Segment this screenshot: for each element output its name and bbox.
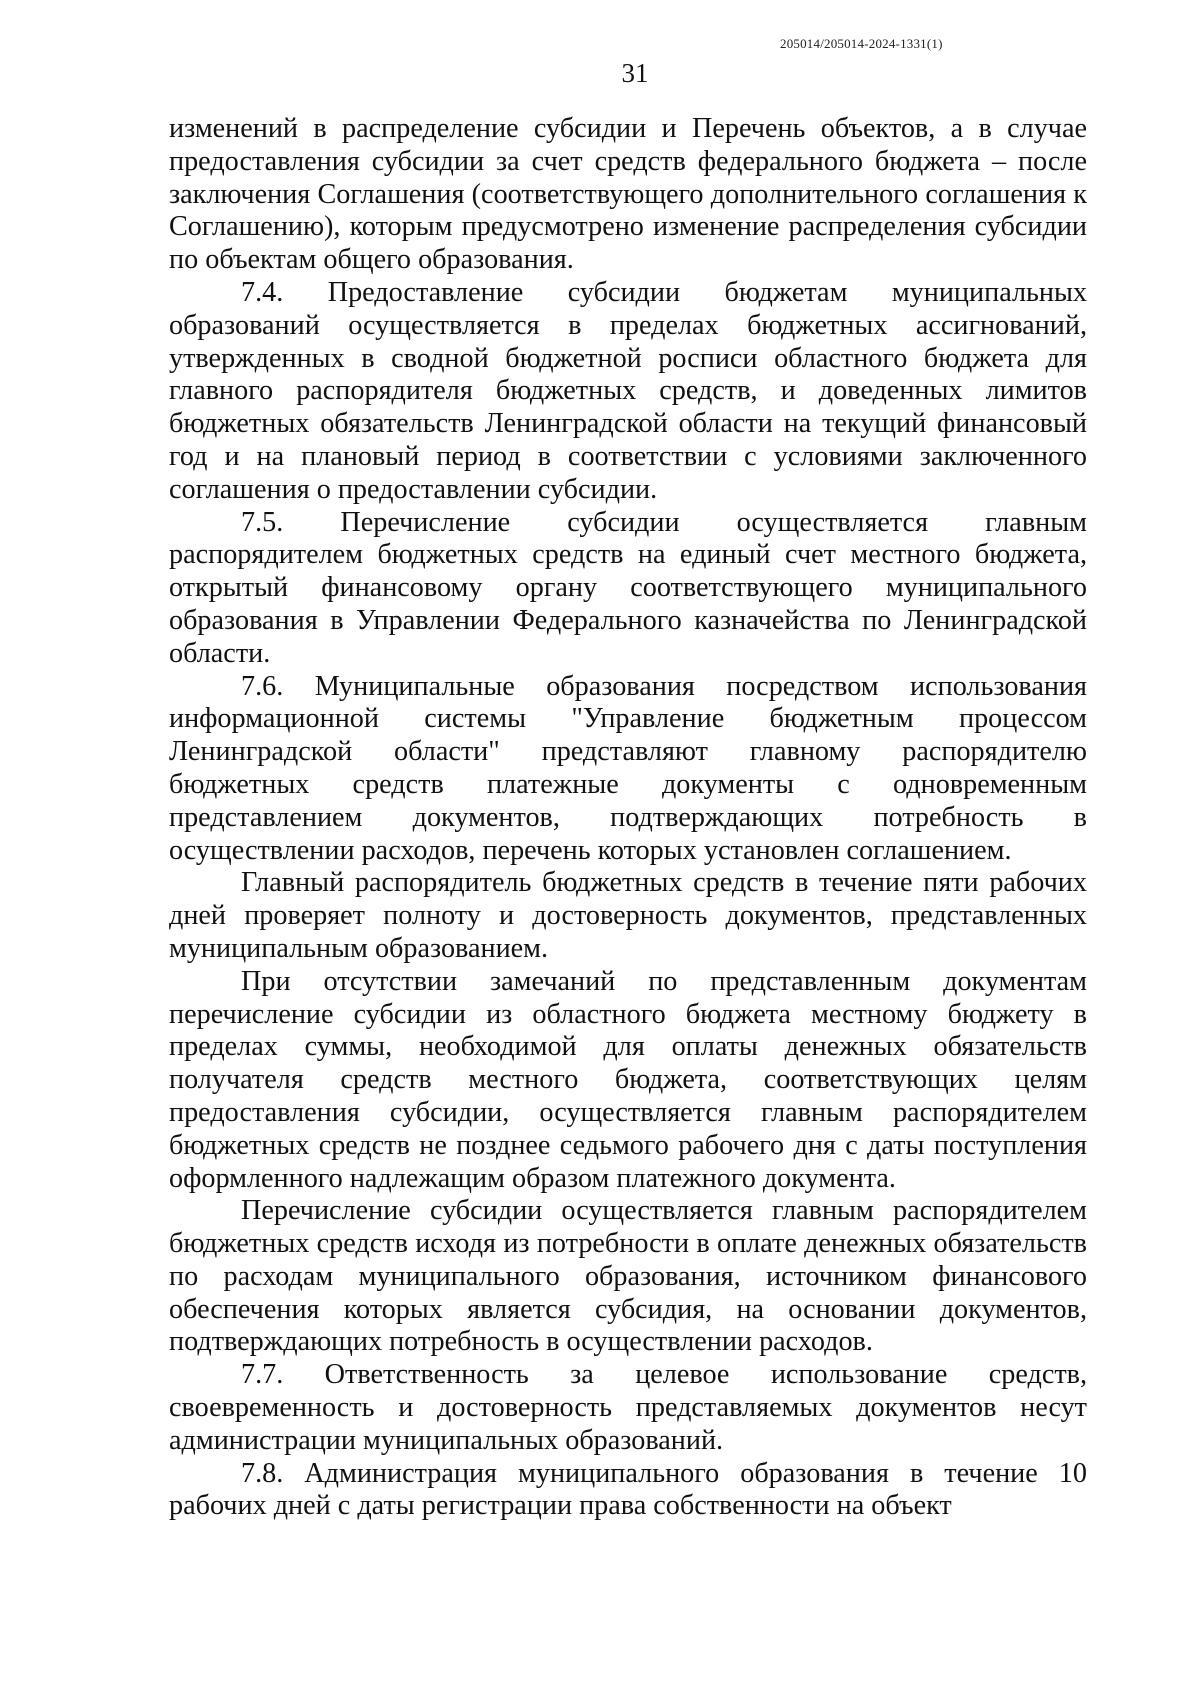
paragraph-continuation: изменений в распределение субсидии и Перечень объектов, а в случае предоставления субсидии за счет средств федерального бюджета – после заключения Соглашения (соответствующего дополнительного соглашения к Соглашению), которым предусмотрено изменение распределения субсидии по объектам общего образования. <box>169 113 1087 276</box>
page-number: 31 <box>621 58 649 88</box>
paragraph-7-7: 7.7. Ответственность за целевое использование средств, своевременность и достоверность представляемых документов несут администрации муниципальных образований. <box>169 1359 1087 1456</box>
paragraph-7-6-transfer-basis: Перечисление субсидии осуществляется главным распорядителем бюджетных средств исходя из потребности в оплате денежных обязательств по расходам муниципального образования, источником финансового обеспечения которых является субсидия, на основании документов, подтверждающих потребность в осуществлении расходов. <box>169 1195 1087 1358</box>
paragraph-7-4: 7.4. Предоставление субсидии бюджетам муниципальных образований осуществляется в пределах бюджетных ассигнований, утвержденных в сводной бюджетной росписи областного бюджета для главного распорядителя бюджетных средств, и доведенных лимитов бюджетных обязательств Ленинградской области на текущий финансовый год и на плановый период в соответствии с условиями заключенного соглашения о предоставлении субсидии. <box>169 276 1087 505</box>
paragraph-7-8: 7.8. Администрация муниципального образования в течение 10 рабочих дней с даты регистрации права собственности на объект <box>169 1457 1087 1522</box>
paragraph-7-5: 7.5. Перечисление субсидии осуществляется главным распорядителем бюджетных средств на единый счет местного бюджета, открытый финансовому органу соответствующего муниципального образования в Управлении Федерального казначейства по Ленинградской области. <box>169 506 1087 669</box>
document-registration-number: 205014/205014-2024-1331(1) <box>780 36 943 51</box>
paragraph-7-6-verification: Главный распорядитель бюджетных средств в течение пяти рабочих дней проверяет полноту и достоверность документов, представленных муниципальным образованием. <box>169 867 1087 964</box>
paragraph-7-6-transfer-terms: При отсутствии замечаний по представленным документам перечисление субсидии из областного бюджета местному бюджету в пределах суммы, необходимой для оплаты денежных обязательств получателя средств местного бюджета, соответствующих целям предоставления субсидии, осуществляется главным распорядителем бюджетных средств не позднее седьмого рабочего дня с даты поступления оформленного надлежащим образом платежного документа. <box>169 965 1087 1194</box>
paragraph-7-6: 7.6. Муниципальные образования посредством использования информационной системы "Управление бюджетным процессом Ленинградской области" представляют главному распорядителю бюджетных средств платежные документы с одновременным представлением документов, подтверждающих потребность в осуществлении расходов, перечень которых установлен соглашением. <box>169 670 1087 866</box>
document-body <box>169 113 1087 1523</box>
